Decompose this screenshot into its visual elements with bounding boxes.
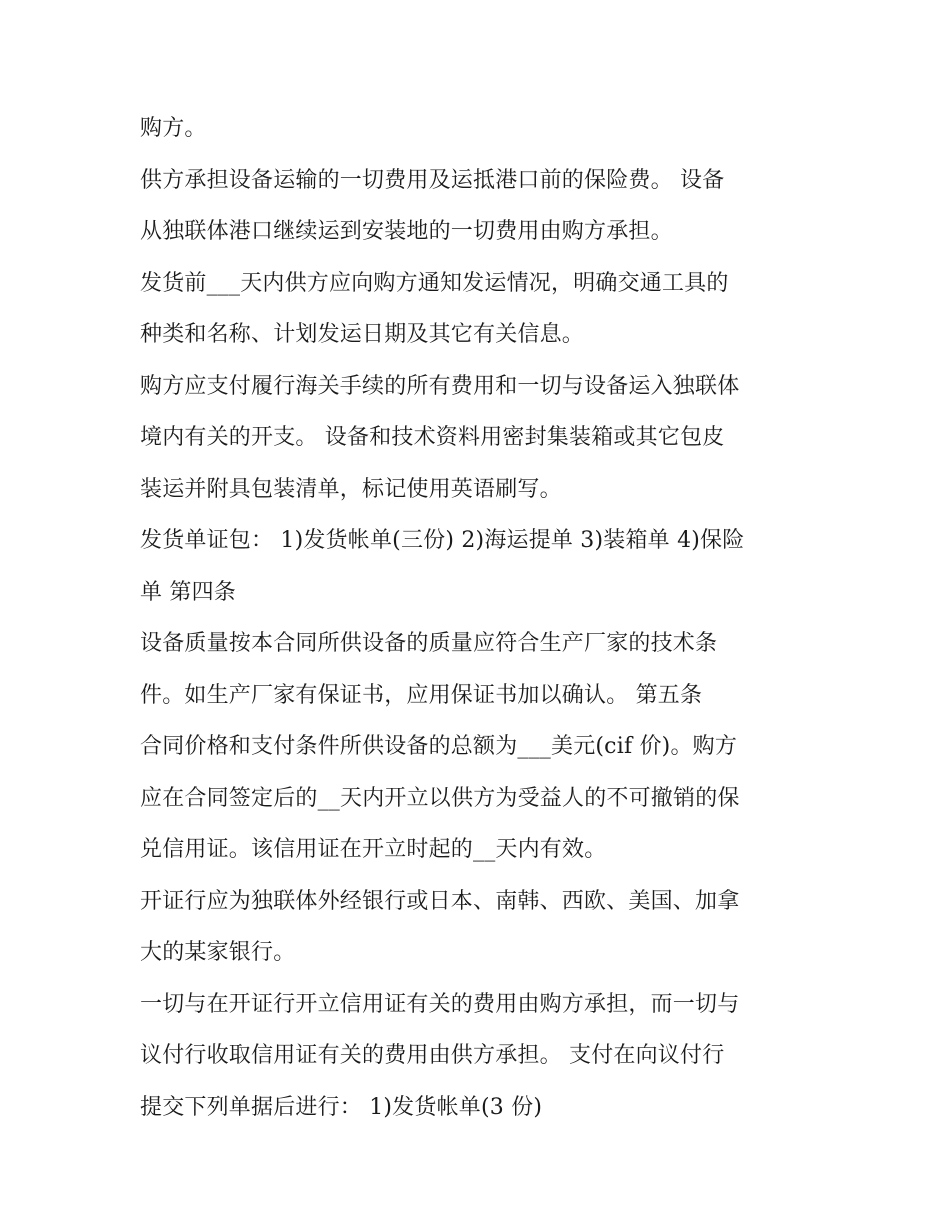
text-line: 议付行收取信用证有关的费用由供方承担。 支付在向议付行: [140, 1043, 725, 1068]
text-line: 大的某家银行。: [140, 940, 296, 965]
text-line: 件。如生产厂家有保证书，应用保证书加以确认。 第五条: [140, 682, 703, 708]
text-line: 提交下列单据后进行： 1)发货帐单(3 份): [140, 1094, 543, 1120]
text-line: 发货前___天内供方应向购方通知发运情况，明确交通工具的: [140, 270, 729, 296]
text-line: 供方承担设备运输的一切费用及运抵港口前的保险费。 设备: [140, 167, 725, 193]
text-line: 单 第四条: [140, 579, 236, 605]
text-line: 购方应支付履行海关手续的所有费用和一切与设备运入独联体: [140, 373, 740, 399]
text-line: 应在合同签定后的__天内开立以供方为受益人的不可撤销的保: [140, 785, 740, 811]
text-line: 兑信用证。该信用证在开立时起的__天内有效。: [140, 837, 607, 862]
text-line: 合同价格和支付条件所供设备的总额为___美元(cif 价)。购方: [140, 734, 738, 759]
text-line: 装运并附具包装清单，标记使用英语刷写。: [140, 476, 562, 502]
text-line: 开证行应为独联体外经银行或日本、南韩、西欧、美国、加拿: [140, 888, 740, 914]
text-line: 从独联体港口继续运到安装地的一切费用由购方承担。: [140, 219, 673, 244]
text-line: 设备质量按本合同所供设备的质量应符合生产厂家的技术条: [140, 631, 718, 656]
text-line: 发货单证包： 1)发货帐单(三份) 2)海运提单 3)装箱单 4)保险: [140, 528, 745, 553]
text-line: 一切与在开证行开立信用证有关的费用由购方承担，而一切与: [140, 991, 740, 1017]
text-line: 种类和名称、计划发运日期及其它有关信息。: [140, 322, 585, 347]
text-line: 购方。: [140, 116, 207, 141]
text-line: 境内有关的开支。 设备和技术资料用密封集装箱或其它包皮: [140, 425, 725, 450]
document-body: [140, 103, 830, 1133]
